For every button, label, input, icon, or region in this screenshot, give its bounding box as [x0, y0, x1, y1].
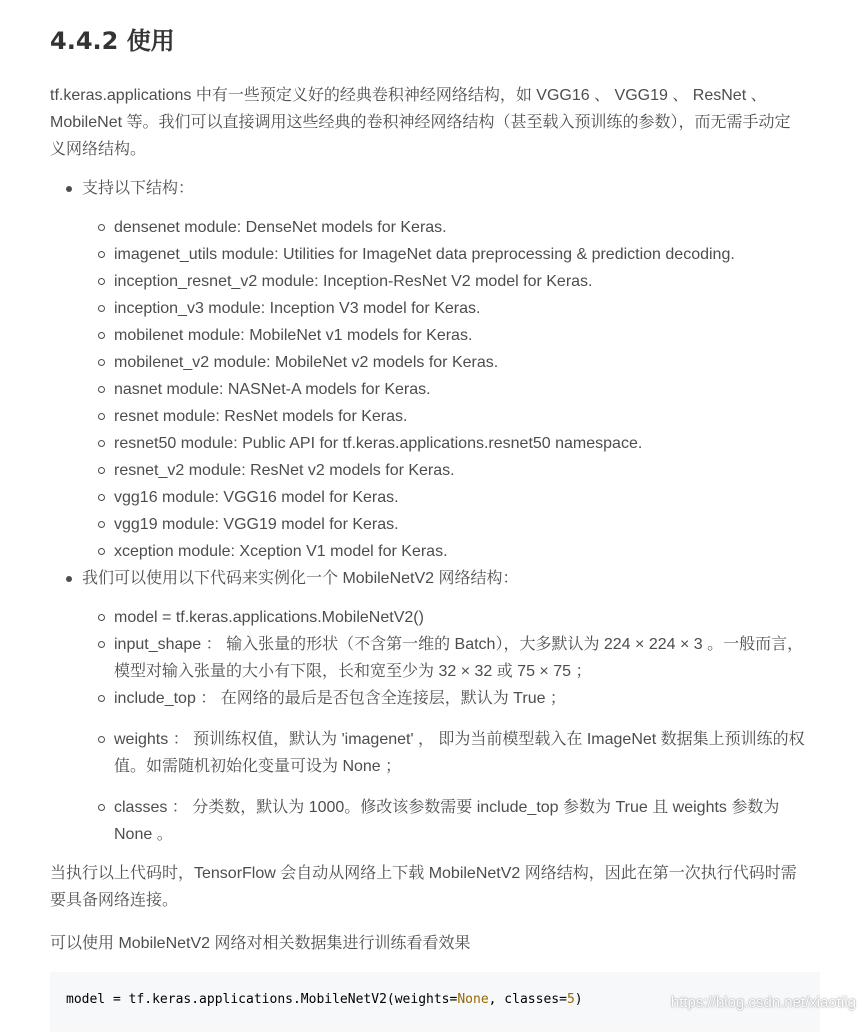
param-item-include-top [114, 685, 820, 712]
param-text-cont: 值。如需随机初始化变量可设为 None ； [114, 758, 402, 775]
code-prefix: model = tf.keras.applications.MobileNetV2(weights= [66, 992, 458, 1007]
code-keyword-none: None [457, 992, 489, 1007]
instantiate-label: 我们可以使用以下代码来实例化一个 MobileNetV2 网络结构： [82, 570, 519, 587]
list-item-instantiate [82, 565, 820, 848]
intro-line-1: tf.keras.applications 中有一些预定义好的经典卷积神经网络结构，如 VGG16 、 VGG19 、 ResNet 、 [50, 87, 767, 104]
param-text: include_top ： 在网络的最后是否包含全连接层，默认为 True ； [114, 690, 566, 707]
structures-label: 支持以下结构： [82, 180, 195, 197]
module-item: nasnet module: NASNet-A models for Keras. [114, 376, 820, 403]
param-text-cont: None 。 [114, 826, 173, 843]
param-text: input_shape ： 输入张量的形状（不含第一维的 Batch），大多默认为 224 × 224 × 3 。一般而言， [114, 636, 804, 653]
download-note-line-1: 当执行以上代码时，TensorFlow 会自动从网络上下载 MobileNetV2 网络结构，因此在第一次执行代码时需 [50, 865, 797, 882]
param-text: weights ： 预训练权值，默认为 'imagenet' ， 即为当前模型载入在 ImageNet 数据集上预训练的权 [114, 731, 805, 748]
code-suffix: ) [574, 992, 583, 1007]
param-item-input-shape [114, 631, 820, 685]
watermark: https://blog.csdn.net/xiaotiig [670, 994, 856, 1011]
module-item: inception_resnet_v2 module: Inception-ResNet V2 model for Keras. [114, 268, 820, 295]
code-line [66, 992, 583, 1007]
module-item: densenet module: DenseNet models for Keras. [114, 214, 820, 241]
download-note-line-2: 要具备网络连接。 [50, 892, 179, 909]
module-item: xception module: Xception V1 model for Keras. [114, 538, 820, 565]
code-number: 5 [566, 992, 575, 1007]
module-list [82, 214, 820, 565]
module-item: inception_v3 module: Inception V3 model for Keras. [114, 295, 820, 322]
module-item: vgg19 module: VGG19 model for Keras. [114, 511, 820, 538]
module-item: resnet_v2 module: ResNet v2 models for Keras. [114, 457, 820, 484]
param-item-weights [114, 726, 820, 780]
code-middle: , classes= [488, 992, 567, 1007]
param-list [82, 604, 820, 848]
train-paragraph: 可以使用 MobileNetV2 网络对相关数据集进行训练看看效果 [50, 935, 471, 952]
module-item: imagenet_utils module: Utilities for ImageNet data preprocessing & prediction decoding. [114, 241, 820, 268]
param-item-model [114, 604, 820, 631]
module-item: mobilenet module: MobileNet v1 models for Keras. [114, 322, 820, 349]
module-item: resnet50 module: Public API for tf.keras.applications.resnet50 namespace. [114, 430, 820, 457]
section-heading: 4.4.2 使用 [50, 27, 175, 55]
article-body [50, 0, 820, 957]
param-text-cont: 模型对输入张量的大小有下限，长和宽至少为 32 × 32 或 75 × 75 ； [114, 663, 592, 680]
param-text: classes ： 分类数，默认为 1000。修改该参数需要 include_top 参数为 True 且 weights 参数为 [114, 799, 780, 816]
param-item-classes [114, 794, 820, 848]
param-text: model = tf.keras.applications.MobileNetV2() [114, 609, 424, 626]
download-note-paragraph [50, 860, 820, 914]
module-item: vgg16 module: VGG16 model for Keras. [114, 484, 820, 511]
main-bullet-list [50, 175, 820, 848]
intro-line-2: MobileNet 等。我们可以直接调用这些经典的卷积神经网络结构（甚至载入预训练的参数），而无需手动定 [50, 114, 791, 131]
list-item-structures [82, 175, 820, 565]
module-item: mobilenet_v2 module: MobileNet v2 models for Keras. [114, 349, 820, 376]
module-item: resnet module: ResNet models for Keras. [114, 403, 820, 430]
intro-paragraph [50, 82, 820, 163]
intro-line-3: 义网络结构。 [50, 141, 147, 158]
